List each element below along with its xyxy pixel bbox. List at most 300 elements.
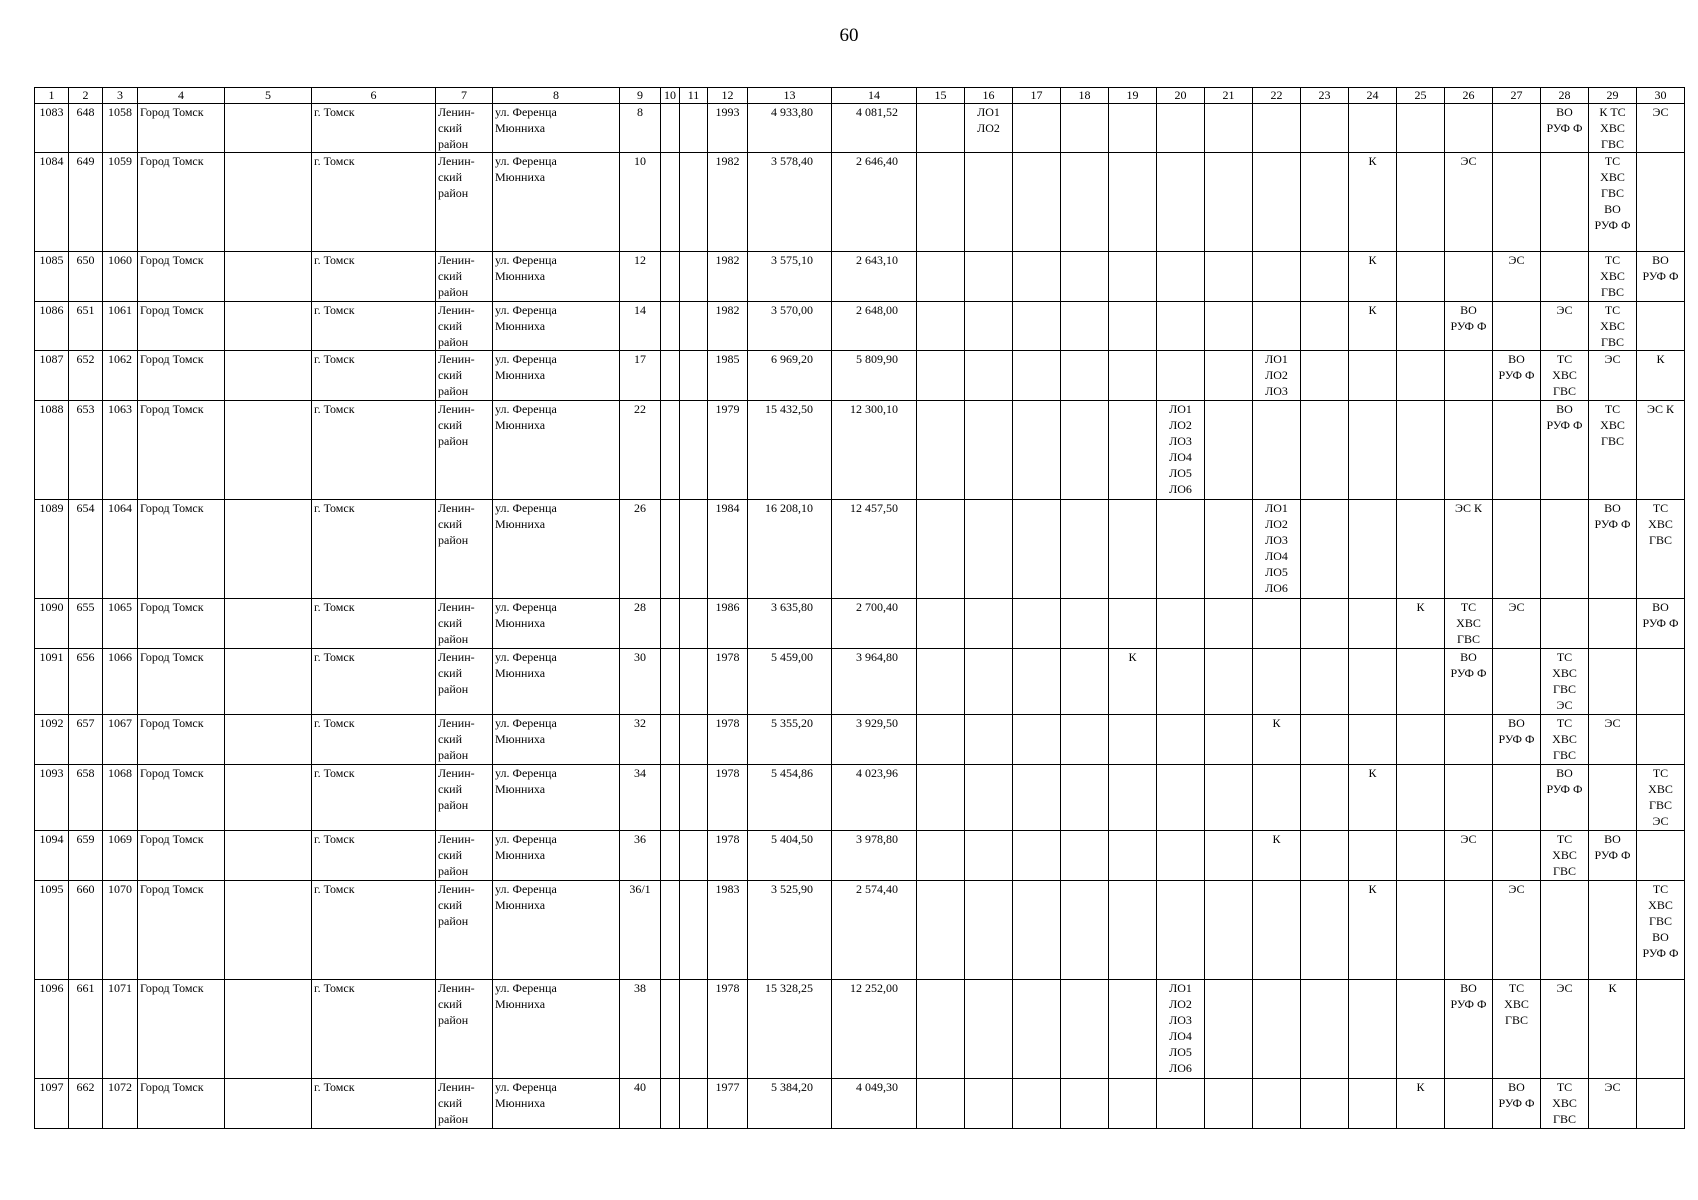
column-header-19: 19 <box>1109 88 1157 104</box>
table-cell-col-11 <box>680 252 708 302</box>
table-cell-col-30: ЭС <box>1637 104 1685 153</box>
table-cell-col-10 <box>661 649 680 715</box>
page-number: 60 <box>839 25 859 46</box>
column-header-5: 5 <box>225 88 312 104</box>
table-cell-col-11 <box>680 715 708 765</box>
table-cell-col-11 <box>680 302 708 351</box>
table-cell-col-6: г. Томск <box>312 302 436 351</box>
table-cell-col-19 <box>1109 401 1157 500</box>
table-cell-col-28: ЭС <box>1541 302 1589 351</box>
table-cell-col-19 <box>1109 302 1157 351</box>
table-row <box>35 500 1685 599</box>
table-cell-col-24 <box>1349 351 1397 401</box>
table-row <box>35 153 1685 252</box>
table-cell-col-10 <box>661 881 680 980</box>
table-cell-col-27: ЭС <box>1493 881 1541 980</box>
table-cell-col-10 <box>661 599 680 649</box>
table-cell-col-7: Ленин- ский район <box>436 715 493 765</box>
table-cell-col-23 <box>1301 1079 1349 1129</box>
table-row <box>35 980 1685 1079</box>
table-cell-col-12: 1977 <box>708 1079 748 1129</box>
table-cell-col-15 <box>917 649 965 715</box>
table-cell-col-25 <box>1397 881 1445 980</box>
table-cell-col-22 <box>1253 1079 1301 1129</box>
table-cell-col-3: 1059 <box>103 153 138 252</box>
table-cell-col-23 <box>1301 980 1349 1079</box>
table-cell-col-17 <box>1013 831 1061 881</box>
table-cell-col-14: 2 700,40 <box>832 599 917 649</box>
table-cell-col-7: Ленин- ский район <box>436 351 493 401</box>
table-cell-col-19 <box>1109 980 1157 1079</box>
table-cell-col-16 <box>965 715 1013 765</box>
table-cell-col-30: ВО РУФ Ф <box>1637 599 1685 649</box>
table-cell-col-12: 1993 <box>708 104 748 153</box>
table-cell-col-2: 660 <box>69 881 103 980</box>
table-cell-col-30 <box>1637 1079 1685 1129</box>
table-cell-col-15 <box>917 252 965 302</box>
table-cell-col-6: г. Томск <box>312 351 436 401</box>
table-cell-col-27 <box>1493 104 1541 153</box>
table-cell-col-23 <box>1301 765 1349 831</box>
table-cell-col-29: ТС ХВС ГВС <box>1589 401 1637 500</box>
table-cell-col-4: Город Томск <box>138 715 225 765</box>
table-cell-col-27: ВО РУФ Ф <box>1493 1079 1541 1129</box>
table-cell-col-24 <box>1349 599 1397 649</box>
table-cell-col-30: ТС ХВС ГВС ВО РУФ Ф <box>1637 881 1685 980</box>
column-header-9: 9 <box>620 88 661 104</box>
table-cell-col-14: 4 081,52 <box>832 104 917 153</box>
column-header-10: 10 <box>661 88 680 104</box>
table-cell-col-11 <box>680 831 708 881</box>
table-cell-col-3: 1062 <box>103 351 138 401</box>
column-header-8: 8 <box>493 88 620 104</box>
table-cell-col-7: Ленин- ский район <box>436 252 493 302</box>
table-cell-col-6: г. Томск <box>312 715 436 765</box>
column-header-28: 28 <box>1541 88 1589 104</box>
column-header-22: 22 <box>1253 88 1301 104</box>
column-number-header-row <box>35 88 1685 104</box>
table-cell-col-4: Город Томск <box>138 500 225 599</box>
table-row <box>35 765 1685 831</box>
table-cell-col-8: ул. Ференца Мюнниха <box>493 599 620 649</box>
table-cell-col-20 <box>1157 252 1205 302</box>
table-cell-col-16 <box>965 500 1013 599</box>
table-cell-col-24: К <box>1349 765 1397 831</box>
table-cell-col-7: Ленин- ский район <box>436 765 493 831</box>
table-cell-col-22 <box>1253 252 1301 302</box>
table-cell-col-20: ЛО1 ЛО2 ЛО3 ЛО4 ЛО5 ЛО6 <box>1157 401 1205 500</box>
table-row <box>35 104 1685 153</box>
table-cell-col-26 <box>1445 351 1493 401</box>
table-cell-col-13: 5 355,20 <box>748 715 832 765</box>
table-cell-col-5 <box>225 980 312 1079</box>
table-cell-col-10 <box>661 351 680 401</box>
table-cell-col-24: К <box>1349 302 1397 351</box>
table-cell-col-18 <box>1061 104 1109 153</box>
table-cell-col-10 <box>661 153 680 252</box>
table-cell-col-27 <box>1493 302 1541 351</box>
table-row <box>35 831 1685 881</box>
table-cell-col-12: 1978 <box>708 649 748 715</box>
table-cell-col-5 <box>225 302 312 351</box>
table-cell-col-6: г. Томск <box>312 500 436 599</box>
table-cell-col-6: г. Томск <box>312 401 436 500</box>
table-cell-col-24 <box>1349 649 1397 715</box>
table-cell-col-15 <box>917 599 965 649</box>
table-cell-col-22: ЛО1 ЛО2 ЛО3 <box>1253 351 1301 401</box>
table-row <box>35 401 1685 500</box>
table-cell-col-9: 32 <box>620 715 661 765</box>
table-cell-col-28: ВО РУФ Ф <box>1541 765 1589 831</box>
table-cell-col-10 <box>661 765 680 831</box>
table-cell-col-3: 1072 <box>103 1079 138 1129</box>
table-cell-col-4: Город Томск <box>138 1079 225 1129</box>
table-cell-col-13: 3 578,40 <box>748 153 832 252</box>
table-cell-col-9: 30 <box>620 649 661 715</box>
table-cell-col-5 <box>225 351 312 401</box>
table-cell-col-3: 1058 <box>103 104 138 153</box>
table-cell-col-1: 1097 <box>35 1079 69 1129</box>
table-cell-col-12: 1978 <box>708 980 748 1079</box>
column-header-18: 18 <box>1061 88 1109 104</box>
table-cell-col-5 <box>225 831 312 881</box>
table-cell-col-29: ТС ХВС ГВС <box>1589 252 1637 302</box>
table-cell-col-23 <box>1301 649 1349 715</box>
table-cell-col-28: ТС ХВС ГВС <box>1541 351 1589 401</box>
table-cell-col-18 <box>1061 649 1109 715</box>
table-cell-col-22 <box>1253 153 1301 252</box>
table-cell-col-12: 1985 <box>708 351 748 401</box>
table-cell-col-20 <box>1157 599 1205 649</box>
table-cell-col-21 <box>1205 881 1253 980</box>
table-cell-col-12: 1982 <box>708 302 748 351</box>
table-cell-col-4: Город Томск <box>138 765 225 831</box>
table-cell-col-22 <box>1253 302 1301 351</box>
table-cell-col-4: Город Томск <box>138 104 225 153</box>
table-cell-col-5 <box>225 715 312 765</box>
table-cell-col-30 <box>1637 831 1685 881</box>
table-cell-col-7: Ленин- ский район <box>436 401 493 500</box>
table-cell-col-29 <box>1589 649 1637 715</box>
table-cell-col-9: 28 <box>620 599 661 649</box>
column-header-21: 21 <box>1205 88 1253 104</box>
table-cell-col-9: 36/1 <box>620 881 661 980</box>
table-cell-col-26: ЭС К <box>1445 500 1493 599</box>
table-cell-col-25 <box>1397 153 1445 252</box>
table-cell-col-12: 1979 <box>708 401 748 500</box>
table-cell-col-21 <box>1205 765 1253 831</box>
table-body <box>35 104 1685 1129</box>
table-cell-col-21 <box>1205 980 1253 1079</box>
table-cell-col-27: ВО РУФ Ф <box>1493 351 1541 401</box>
table-cell-col-28 <box>1541 153 1589 252</box>
table-cell-col-17 <box>1013 649 1061 715</box>
table-cell-col-1: 1086 <box>35 302 69 351</box>
table-cell-col-30: ТС ХВС ГВС ЭС <box>1637 765 1685 831</box>
table-cell-col-2: 656 <box>69 649 103 715</box>
table-cell-col-28: ВО РУФ Ф <box>1541 104 1589 153</box>
table-cell-col-12: 1978 <box>708 831 748 881</box>
table-cell-col-7: Ленин- ский район <box>436 104 493 153</box>
table-cell-col-9: 12 <box>620 252 661 302</box>
table-cell-col-27: ТС ХВС ГВС <box>1493 980 1541 1079</box>
table-cell-col-25 <box>1397 104 1445 153</box>
table-cell-col-6: г. Томск <box>312 252 436 302</box>
table-cell-col-6: г. Томск <box>312 599 436 649</box>
table-cell-col-7: Ленин- ский район <box>436 302 493 351</box>
table-cell-col-3: 1071 <box>103 980 138 1079</box>
table-cell-col-13: 5 454,86 <box>748 765 832 831</box>
table-cell-col-3: 1068 <box>103 765 138 831</box>
column-header-29: 29 <box>1589 88 1637 104</box>
table-cell-col-9: 10 <box>620 153 661 252</box>
table-cell-col-20 <box>1157 351 1205 401</box>
table-cell-col-4: Город Томск <box>138 980 225 1079</box>
table-cell-col-28: ТС ХВС ГВС <box>1541 831 1589 881</box>
table-cell-col-1: 1089 <box>35 500 69 599</box>
table-cell-col-18 <box>1061 599 1109 649</box>
table-cell-col-28: ЭС <box>1541 980 1589 1079</box>
table-cell-col-5 <box>225 252 312 302</box>
table-cell-col-12: 1986 <box>708 599 748 649</box>
table-cell-col-16 <box>965 831 1013 881</box>
table-cell-col-17 <box>1013 881 1061 980</box>
table-cell-col-24: К <box>1349 153 1397 252</box>
table-cell-col-8: ул. Ференца Мюнниха <box>493 980 620 1079</box>
table-cell-col-4: Город Томск <box>138 153 225 252</box>
table-cell-col-19 <box>1109 252 1157 302</box>
table-cell-col-24 <box>1349 831 1397 881</box>
table-cell-col-8: ул. Ференца Мюнниха <box>493 302 620 351</box>
table-cell-col-21 <box>1205 599 1253 649</box>
table-cell-col-25 <box>1397 715 1445 765</box>
table-cell-col-25 <box>1397 980 1445 1079</box>
table-cell-col-7: Ленин- ский район <box>436 831 493 881</box>
table-cell-col-2: 653 <box>69 401 103 500</box>
table-cell-col-3: 1069 <box>103 831 138 881</box>
table-cell-col-24 <box>1349 980 1397 1079</box>
table-cell-col-29: ЭС <box>1589 715 1637 765</box>
table-cell-col-13: 3 635,80 <box>748 599 832 649</box>
table-cell-col-3: 1063 <box>103 401 138 500</box>
table-cell-col-19 <box>1109 715 1157 765</box>
table-cell-col-30 <box>1637 302 1685 351</box>
table-cell-col-5 <box>225 401 312 500</box>
table-cell-col-10 <box>661 980 680 1079</box>
table-cell-col-26: ВО РУФ Ф <box>1445 649 1493 715</box>
table-cell-col-12: 1978 <box>708 765 748 831</box>
table-cell-col-27 <box>1493 831 1541 881</box>
table-cell-col-10 <box>661 104 680 153</box>
table-cell-col-6: г. Томск <box>312 980 436 1079</box>
table-cell-col-26 <box>1445 401 1493 500</box>
table-cell-col-24 <box>1349 401 1397 500</box>
table-cell-col-2: 652 <box>69 351 103 401</box>
table-cell-col-25: К <box>1397 1079 1445 1129</box>
table-cell-col-11 <box>680 401 708 500</box>
table-cell-col-27 <box>1493 401 1541 500</box>
table-cell-col-22 <box>1253 881 1301 980</box>
column-header-26: 26 <box>1445 88 1493 104</box>
table-cell-col-20 <box>1157 302 1205 351</box>
table-cell-col-13: 3 525,90 <box>748 881 832 980</box>
table-cell-col-8: ул. Ференца Мюнниха <box>493 881 620 980</box>
table-cell-col-29: ТС ХВС ГВС ВО РУФ Ф <box>1589 153 1637 252</box>
table-cell-col-2: 649 <box>69 153 103 252</box>
table-cell-col-1: 1092 <box>35 715 69 765</box>
table-cell-col-13: 16 208,10 <box>748 500 832 599</box>
table-cell-col-30 <box>1637 649 1685 715</box>
table-cell-col-26: ЭС <box>1445 831 1493 881</box>
table-cell-col-8: ул. Ференца Мюнниха <box>493 153 620 252</box>
table-cell-col-15 <box>917 500 965 599</box>
table-cell-col-9: 36 <box>620 831 661 881</box>
table-cell-col-20 <box>1157 500 1205 599</box>
table-cell-col-6: г. Томск <box>312 765 436 831</box>
column-header-23: 23 <box>1301 88 1349 104</box>
table-cell-col-5 <box>225 881 312 980</box>
table-cell-col-12: 1978 <box>708 715 748 765</box>
table-cell-col-9: 22 <box>620 401 661 500</box>
column-header-27: 27 <box>1493 88 1541 104</box>
table-cell-col-9: 38 <box>620 980 661 1079</box>
table-cell-col-15 <box>917 401 965 500</box>
table-cell-col-9: 34 <box>620 765 661 831</box>
table-cell-col-11 <box>680 351 708 401</box>
table-cell-col-1: 1094 <box>35 831 69 881</box>
table-cell-col-22: К <box>1253 715 1301 765</box>
table-cell-col-19 <box>1109 500 1157 599</box>
table-cell-col-7: Ленин- ский район <box>436 153 493 252</box>
table-cell-col-12: 1983 <box>708 881 748 980</box>
table-cell-col-26 <box>1445 104 1493 153</box>
table-cell-col-15 <box>917 104 965 153</box>
table-cell-col-23 <box>1301 715 1349 765</box>
table-cell-col-27 <box>1493 153 1541 252</box>
table-cell-col-14: 4 023,96 <box>832 765 917 831</box>
table-cell-col-18 <box>1061 302 1109 351</box>
table-cell-col-10 <box>661 252 680 302</box>
table-cell-col-13: 6 969,20 <box>748 351 832 401</box>
table-cell-col-19 <box>1109 765 1157 831</box>
table-cell-col-1: 1088 <box>35 401 69 500</box>
table-cell-col-11 <box>680 500 708 599</box>
table-cell-col-18 <box>1061 765 1109 831</box>
table-cell-col-23 <box>1301 252 1349 302</box>
table-cell-col-9: 26 <box>620 500 661 599</box>
table-cell-col-13: 3 575,10 <box>748 252 832 302</box>
column-header-13: 13 <box>748 88 832 104</box>
table-cell-col-8: ул. Ференца Мюнниха <box>493 500 620 599</box>
table-cell-col-29: ТС ХВС ГВС <box>1589 302 1637 351</box>
table-cell-col-26 <box>1445 1079 1493 1129</box>
table-cell-col-8: ул. Ференца Мюнниха <box>493 715 620 765</box>
table-cell-col-12: 1982 <box>708 252 748 302</box>
column-header-14: 14 <box>832 88 917 104</box>
table-cell-col-22 <box>1253 401 1301 500</box>
table-cell-col-17 <box>1013 351 1061 401</box>
table-cell-col-18 <box>1061 980 1109 1079</box>
table-cell-col-4: Город Томск <box>138 351 225 401</box>
table-cell-col-17 <box>1013 302 1061 351</box>
table-cell-col-4: Город Томск <box>138 599 225 649</box>
table-cell-col-4: Город Томск <box>138 881 225 980</box>
table-cell-col-29: ЭС <box>1589 351 1637 401</box>
table-cell-col-3: 1061 <box>103 302 138 351</box>
table-cell-col-15 <box>917 831 965 881</box>
table-cell-col-30 <box>1637 980 1685 1079</box>
table-cell-col-22: ЛО1 ЛО2 ЛО3 ЛО4 ЛО5 ЛО6 <box>1253 500 1301 599</box>
table-cell-col-18 <box>1061 1079 1109 1129</box>
table-cell-col-9: 40 <box>620 1079 661 1129</box>
table-cell-col-6: г. Томск <box>312 649 436 715</box>
table-cell-col-3: 1060 <box>103 252 138 302</box>
table-cell-col-28 <box>1541 599 1589 649</box>
table-cell-col-15 <box>917 881 965 980</box>
table-cell-col-14: 2 643,10 <box>832 252 917 302</box>
table-cell-col-19 <box>1109 599 1157 649</box>
table-cell-col-13: 5 459,00 <box>748 649 832 715</box>
table-cell-col-3: 1064 <box>103 500 138 599</box>
table-cell-col-4: Город Томск <box>138 252 225 302</box>
table-cell-col-16 <box>965 351 1013 401</box>
table-cell-col-18 <box>1061 252 1109 302</box>
table-cell-col-1: 1085 <box>35 252 69 302</box>
table-cell-col-24 <box>1349 1079 1397 1129</box>
table-cell-col-16 <box>965 1079 1013 1129</box>
table-cell-col-4: Город Томск <box>138 831 225 881</box>
table-cell-col-26: ВО РУФ Ф <box>1445 302 1493 351</box>
table-cell-col-27: ЭС <box>1493 599 1541 649</box>
table-cell-col-20 <box>1157 881 1205 980</box>
table-cell-col-21 <box>1205 401 1253 500</box>
table-cell-col-1: 1096 <box>35 980 69 1079</box>
table-cell-col-23 <box>1301 104 1349 153</box>
table-cell-col-14: 12 252,00 <box>832 980 917 1079</box>
column-header-16: 16 <box>965 88 1013 104</box>
table-cell-col-29: ЭС <box>1589 1079 1637 1129</box>
table-cell-col-16 <box>965 599 1013 649</box>
table-cell-col-2: 648 <box>69 104 103 153</box>
table-cell-col-30: К <box>1637 351 1685 401</box>
table-cell-col-25 <box>1397 351 1445 401</box>
column-header-3: 3 <box>103 88 138 104</box>
table-cell-col-17 <box>1013 401 1061 500</box>
column-header-11: 11 <box>680 88 708 104</box>
table-cell-col-23 <box>1301 351 1349 401</box>
table-cell-col-23 <box>1301 302 1349 351</box>
table-cell-col-15 <box>917 1079 965 1129</box>
table-row <box>35 302 1685 351</box>
table-cell-col-25 <box>1397 831 1445 881</box>
table-cell-col-27 <box>1493 765 1541 831</box>
table-cell-col-16 <box>965 765 1013 831</box>
column-header-6: 6 <box>312 88 436 104</box>
table-cell-col-12: 1984 <box>708 500 748 599</box>
column-header-2: 2 <box>69 88 103 104</box>
table-cell-col-14: 5 809,90 <box>832 351 917 401</box>
table-cell-col-26 <box>1445 715 1493 765</box>
table-cell-col-27 <box>1493 649 1541 715</box>
table-cell-col-16 <box>965 302 1013 351</box>
table-cell-col-17 <box>1013 1079 1061 1129</box>
table-cell-col-17 <box>1013 104 1061 153</box>
housing-register-table <box>34 87 1685 1129</box>
table-cell-col-28: ТС ХВС ГВС ЭС <box>1541 649 1589 715</box>
table-cell-col-18 <box>1061 881 1109 980</box>
table-cell-col-1: 1083 <box>35 104 69 153</box>
table-cell-col-10 <box>661 500 680 599</box>
